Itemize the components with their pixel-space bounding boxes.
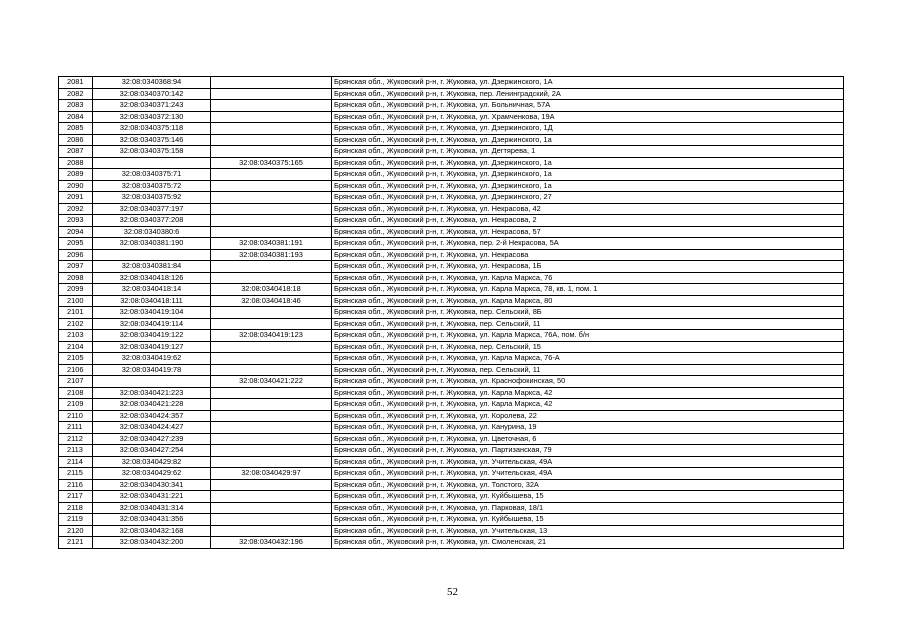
cadastral-number-cell: 32:08:0340432:168: [93, 525, 211, 537]
related-cadastral-number-cell: [211, 100, 332, 112]
table-row: [59, 192, 844, 204]
cadastral-number-cell: 32:08:0340419:114: [93, 318, 211, 330]
table-row: [59, 238, 844, 250]
row-number-cell: 2107: [59, 376, 93, 388]
row-number-cell: 2086: [59, 134, 93, 146]
address-cell: Брянская обл., Жуковский р-н, г. Жуковка, ул. Карла Маркса, 76А, пом. б/н: [332, 330, 844, 342]
cadastral-number-cell: 32:08:0340375:92: [93, 192, 211, 204]
table-row: [59, 399, 844, 411]
address-cell: Брянская обл., Жуковский р-н, г. Жуковка, ул. Парковая, 18/1: [332, 502, 844, 514]
cadastral-number-cell: 32:08:0340377:197: [93, 203, 211, 215]
row-number-cell: 2081: [59, 77, 93, 89]
table-row: [59, 479, 844, 491]
row-number-cell: 2099: [59, 284, 93, 296]
cadastral-registry-table: [58, 76, 844, 549]
address-cell: Брянская обл., Жуковский р-н, г. Жуковка, ул. Куйбышева, 15: [332, 491, 844, 503]
address-cell: Брянская обл., Жуковский р-н, г. Жуковка, ул. Королева, 22: [332, 410, 844, 422]
related-cadastral-number-cell: 32:08:0340421:222: [211, 376, 332, 388]
related-cadastral-number-cell: [211, 88, 332, 100]
address-cell: Брянская обл., Жуковский р-н, г. Жуковка, ул. Дзержинского, 1а: [332, 134, 844, 146]
related-cadastral-number-cell: [211, 146, 332, 158]
address-cell: Брянская обл., Жуковский р-н, г. Жуковка, ул. Дзержинского, 1А: [332, 77, 844, 89]
cadastral-number-cell: 32:08:0340430:341: [93, 479, 211, 491]
row-number-cell: 2101: [59, 307, 93, 319]
address-cell: Брянская обл., Жуковский р-н, г. Жуковка, ул. Учительская, 49А: [332, 468, 844, 480]
related-cadastral-number-cell: [211, 422, 332, 434]
cadastral-number-cell: 32:08:0340371:243: [93, 100, 211, 112]
table-row: [59, 456, 844, 468]
related-cadastral-number-cell: [211, 203, 332, 215]
related-cadastral-number-cell: [211, 387, 332, 399]
related-cadastral-number-cell: [211, 123, 332, 135]
row-number-cell: 2103: [59, 330, 93, 342]
row-number-cell: 2102: [59, 318, 93, 330]
row-number-cell: 2115: [59, 468, 93, 480]
row-number-cell: 2113: [59, 445, 93, 457]
cadastral-number-cell: 32:08:0340372:130: [93, 111, 211, 123]
cadastral-number-cell: 32:08:0340419:78: [93, 364, 211, 376]
row-number-cell: 2105: [59, 353, 93, 365]
cadastral-number-cell: 32:08:0340419:127: [93, 341, 211, 353]
cadastral-number-cell: 32:08:0340375:146: [93, 134, 211, 146]
related-cadastral-number-cell: [211, 399, 332, 411]
address-cell: Брянская обл., Жуковский р-н, г. Жуковка, ул. Дзержинского, 1а: [332, 169, 844, 181]
table-row: [59, 226, 844, 238]
cadastral-number-cell: [93, 157, 211, 169]
address-cell: Брянская обл., Жуковский р-н, г. Жуковка, ул. Канурина, 19: [332, 422, 844, 434]
related-cadastral-number-cell: [211, 514, 332, 526]
address-cell: Брянская обл., Жуковский р-н, г. Жуковка, ул. Храмченкова, 19А: [332, 111, 844, 123]
table-row: [59, 330, 844, 342]
row-number-cell: 2110: [59, 410, 93, 422]
table-row: [59, 272, 844, 284]
cadastral-number-cell: 32:08:0340419:122: [93, 330, 211, 342]
address-cell: Брянская обл., Жуковский р-н, г. Жуковка, ул. Дегтярева, 1: [332, 146, 844, 158]
address-cell: Брянская обл., Жуковский р-н, г. Жуковка, ул. Карла Маркса, 76-А: [332, 353, 844, 365]
address-cell: Брянская обл., Жуковский р-н, г. Жуковка, ул. Дзержинского, 1а: [332, 157, 844, 169]
cadastral-number-cell: 32:08:0340431:314: [93, 502, 211, 514]
address-cell: Брянская обл., Жуковский р-н, г. Жуковка, ул. Карла Маркса, 42: [332, 387, 844, 399]
table-row: [59, 215, 844, 227]
cadastral-number-cell: 32:08:0340381:190: [93, 238, 211, 250]
related-cadastral-number-cell: [211, 456, 332, 468]
registry-table-body: [59, 77, 844, 549]
address-cell: Брянская обл., Жуковский р-н, г. Жуковка, пер. Ленинградский, 2А: [332, 88, 844, 100]
cadastral-number-cell: 32:08:0340375:158: [93, 146, 211, 158]
table-row: [59, 180, 844, 192]
row-number-cell: 2084: [59, 111, 93, 123]
table-row: [59, 445, 844, 457]
table-row: [59, 318, 844, 330]
cadastral-number-cell: 32:08:0340380:6: [93, 226, 211, 238]
table-row: [59, 525, 844, 537]
related-cadastral-number-cell: 32:08:0340381:193: [211, 249, 332, 261]
cadastral-number-cell: 32:08:0340432:200: [93, 537, 211, 549]
address-cell: Брянская обл., Жуковский р-н, г. Жуковка, ул. Дзержинского, 1Д: [332, 123, 844, 135]
row-number-cell: 2094: [59, 226, 93, 238]
address-cell: Брянская обл., Жуковский р-н, г. Жуковка, пер. Сельский, 11: [332, 318, 844, 330]
page-number: 52: [447, 586, 458, 598]
table-row: [59, 203, 844, 215]
address-cell: Брянская обл., Жуковский р-н, г. Жуковка, ул. Дзержинского, 1а: [332, 180, 844, 192]
related-cadastral-number-cell: 32:08:0340418:46: [211, 295, 332, 307]
related-cadastral-number-cell: [211, 307, 332, 319]
address-cell: Брянская обл., Жуковский р-н, г. Жуковка, ул. Куйбышева, 15: [332, 514, 844, 526]
cadastral-number-cell: 32:08:0340421:228: [93, 399, 211, 411]
table-row: [59, 491, 844, 503]
related-cadastral-number-cell: [211, 410, 332, 422]
cadastral-number-cell: 32:08:0340418:111: [93, 295, 211, 307]
related-cadastral-number-cell: [211, 491, 332, 503]
table-row: [59, 502, 844, 514]
related-cadastral-number-cell: [211, 502, 332, 514]
row-number-cell: 2119: [59, 514, 93, 526]
address-cell: Брянская обл., Жуковский р-н, г. Жуковка, ул. Карла Маркса, 42: [332, 399, 844, 411]
cadastral-number-cell: 32:08:0340375:71: [93, 169, 211, 181]
cadastral-number-cell: [93, 249, 211, 261]
table-row: [59, 353, 844, 365]
row-number-cell: 2117: [59, 491, 93, 503]
address-cell: Брянская обл., Жуковский р-н, г. Жуковка, ул. Некрасова, 1Б: [332, 261, 844, 273]
address-cell: Брянская обл., Жуковский р-н, г. Жуковка, ул. Карла Маркса, 76: [332, 272, 844, 284]
related-cadastral-number-cell: [211, 192, 332, 204]
address-cell: Брянская обл., Жуковский р-н, г. Жуковка, пер. 2-й Некрасова, 5А: [332, 238, 844, 250]
table-row: [59, 169, 844, 181]
related-cadastral-number-cell: [211, 341, 332, 353]
table-row: [59, 307, 844, 319]
address-cell: Брянская обл., Жуковский р-н, г. Жуковка, ул. Партизанская, 79: [332, 445, 844, 457]
cadastral-number-cell: 32:08:0340419:62: [93, 353, 211, 365]
row-number-cell: 2096: [59, 249, 93, 261]
row-number-cell: 2118: [59, 502, 93, 514]
cadastral-number-cell: 32:08:0340427:254: [93, 445, 211, 457]
cadastral-number-cell: 32:08:0340429:62: [93, 468, 211, 480]
related-cadastral-number-cell: [211, 318, 332, 330]
cadastral-number-cell: 32:08:0340424:357: [93, 410, 211, 422]
table-row: [59, 422, 844, 434]
related-cadastral-number-cell: 32:08:0340432:196: [211, 537, 332, 549]
row-number-cell: 2112: [59, 433, 93, 445]
row-number-cell: 2121: [59, 537, 93, 549]
row-number-cell: 2108: [59, 387, 93, 399]
table-row: [59, 514, 844, 526]
related-cadastral-number-cell: [211, 433, 332, 445]
related-cadastral-number-cell: [211, 134, 332, 146]
row-number-cell: 2100: [59, 295, 93, 307]
address-cell: Брянская обл., Жуковский р-н, г. Жуковка, пер. Сельский, 15: [332, 341, 844, 353]
table-row: [59, 387, 844, 399]
related-cadastral-number-cell: [211, 364, 332, 376]
related-cadastral-number-cell: 32:08:0340418:18: [211, 284, 332, 296]
row-number-cell: 2104: [59, 341, 93, 353]
related-cadastral-number-cell: 32:08:0340419:123: [211, 330, 332, 342]
address-cell: Брянская обл., Жуковский р-н, г. Жуковка, пер. Сельский, 8Б: [332, 307, 844, 319]
table-row: [59, 111, 844, 123]
row-number-cell: 2088: [59, 157, 93, 169]
address-cell: Брянская обл., Жуковский р-н, г. Жуковка, ул. Некрасова, 57: [332, 226, 844, 238]
table-row: [59, 77, 844, 89]
cadastral-number-cell: 32:08:0340368:94: [93, 77, 211, 89]
address-cell: Брянская обл., Жуковский р-н, г. Жуковка, ул. Учительская, 49А: [332, 456, 844, 468]
cadastral-number-cell: 32:08:0340429:82: [93, 456, 211, 468]
cadastral-number-cell: 32:08:0340424:427: [93, 422, 211, 434]
cadastral-number-cell: 32:08:0340419:104: [93, 307, 211, 319]
table-row: [59, 146, 844, 158]
related-cadastral-number-cell: [211, 445, 332, 457]
cadastral-number-cell: [93, 376, 211, 388]
row-number-cell: 2097: [59, 261, 93, 273]
related-cadastral-number-cell: [211, 215, 332, 227]
table-row: [59, 341, 844, 353]
address-cell: Брянская обл., Жуковский р-н, г. Жуковка, ул. Смоленская, 21: [332, 537, 844, 549]
row-number-cell: 2095: [59, 238, 93, 250]
address-cell: Брянская обл., Жуковский р-н, г. Жуковка, ул. Краснофокинская, 50: [332, 376, 844, 388]
address-cell: Брянская обл., Жуковский р-н, г. Жуковка, пер. Сельский, 11: [332, 364, 844, 376]
address-cell: Брянская обл., Жуковский р-н, г. Жуковка, ул. Толстого, 32А: [332, 479, 844, 491]
table-row: [59, 364, 844, 376]
related-cadastral-number-cell: 32:08:0340381:191: [211, 238, 332, 250]
table-row: [59, 157, 844, 169]
related-cadastral-number-cell: [211, 479, 332, 491]
address-cell: Брянская обл., Жуковский р-н, г. Жуковка, ул. Некрасова: [332, 249, 844, 261]
table-row: [59, 468, 844, 480]
related-cadastral-number-cell: [211, 111, 332, 123]
related-cadastral-number-cell: [211, 353, 332, 365]
row-number-cell: 2111: [59, 422, 93, 434]
row-number-cell: 2116: [59, 479, 93, 491]
cadastral-number-cell: 32:08:0340370:142: [93, 88, 211, 100]
address-cell: Брянская обл., Жуковский р-н, г. Жуковка, ул. Больничная, 57А: [332, 100, 844, 112]
row-number-cell: 2120: [59, 525, 93, 537]
related-cadastral-number-cell: [211, 272, 332, 284]
cadastral-number-cell: 32:08:0340418:126: [93, 272, 211, 284]
related-cadastral-number-cell: 32:08:0340429:97: [211, 468, 332, 480]
cadastral-number-cell: 32:08:0340431:221: [93, 491, 211, 503]
address-cell: Брянская обл., Жуковский р-н, г. Жуковка, ул. Некрасова, 2: [332, 215, 844, 227]
row-number-cell: 2090: [59, 180, 93, 192]
address-cell: Брянская обл., Жуковский р-н, г. Жуковка, ул. Некрасова, 42: [332, 203, 844, 215]
address-cell: Брянская обл., Жуковский р-н, г. Жуковка, ул. Цветочная, 6: [332, 433, 844, 445]
table-row: [59, 284, 844, 296]
cadastral-number-cell: 32:08:0340418:14: [93, 284, 211, 296]
related-cadastral-number-cell: [211, 169, 332, 181]
row-number-cell: 2093: [59, 215, 93, 227]
table-row: [59, 410, 844, 422]
row-number-cell: 2109: [59, 399, 93, 411]
table-row: [59, 123, 844, 135]
row-number-cell: 2082: [59, 88, 93, 100]
address-cell: Брянская обл., Жуковский р-н, г. Жуковка, ул. Учительская, 13: [332, 525, 844, 537]
row-number-cell: 2089: [59, 169, 93, 181]
related-cadastral-number-cell: [211, 525, 332, 537]
related-cadastral-number-cell: [211, 226, 332, 238]
cadastral-number-cell: 32:08:0340427:239: [93, 433, 211, 445]
row-number-cell: 2087: [59, 146, 93, 158]
related-cadastral-number-cell: [211, 180, 332, 192]
cadastral-number-cell: 32:08:0340375:118: [93, 123, 211, 135]
table-row: [59, 376, 844, 388]
related-cadastral-number-cell: 32:08:0340375:165: [211, 157, 332, 169]
related-cadastral-number-cell: [211, 77, 332, 89]
table-row: [59, 433, 844, 445]
cadastral-number-cell: 32:08:0340431:356: [93, 514, 211, 526]
address-cell: Брянская обл., Жуковский р-н, г. Жуковка, ул. Карла Маркса, 78, кв. 1, пом. 1: [332, 284, 844, 296]
cadastral-number-cell: 32:08:0340375:72: [93, 180, 211, 192]
cadastral-number-cell: 32:08:0340381:84: [93, 261, 211, 273]
related-cadastral-number-cell: [211, 261, 332, 273]
row-number-cell: 2083: [59, 100, 93, 112]
row-number-cell: 2098: [59, 272, 93, 284]
table-row: [59, 295, 844, 307]
row-number-cell: 2106: [59, 364, 93, 376]
table-row: [59, 134, 844, 146]
row-number-cell: 2092: [59, 203, 93, 215]
table-row: [59, 249, 844, 261]
table-row: [59, 100, 844, 112]
row-number-cell: 2085: [59, 123, 93, 135]
address-cell: Брянская обл., Жуковский р-н, г. Жуковка, ул. Карла Маркса, 80: [332, 295, 844, 307]
cadastral-number-cell: 32:08:0340377:208: [93, 215, 211, 227]
row-number-cell: 2091: [59, 192, 93, 204]
address-cell: Брянская обл., Жуковский р-н, г. Жуковка, ул. Дзержинского, 27: [332, 192, 844, 204]
cadastral-number-cell: 32:08:0340421:223: [93, 387, 211, 399]
row-number-cell: 2114: [59, 456, 93, 468]
table-row: [59, 261, 844, 273]
table-row: [59, 537, 844, 549]
table-row: [59, 88, 844, 100]
